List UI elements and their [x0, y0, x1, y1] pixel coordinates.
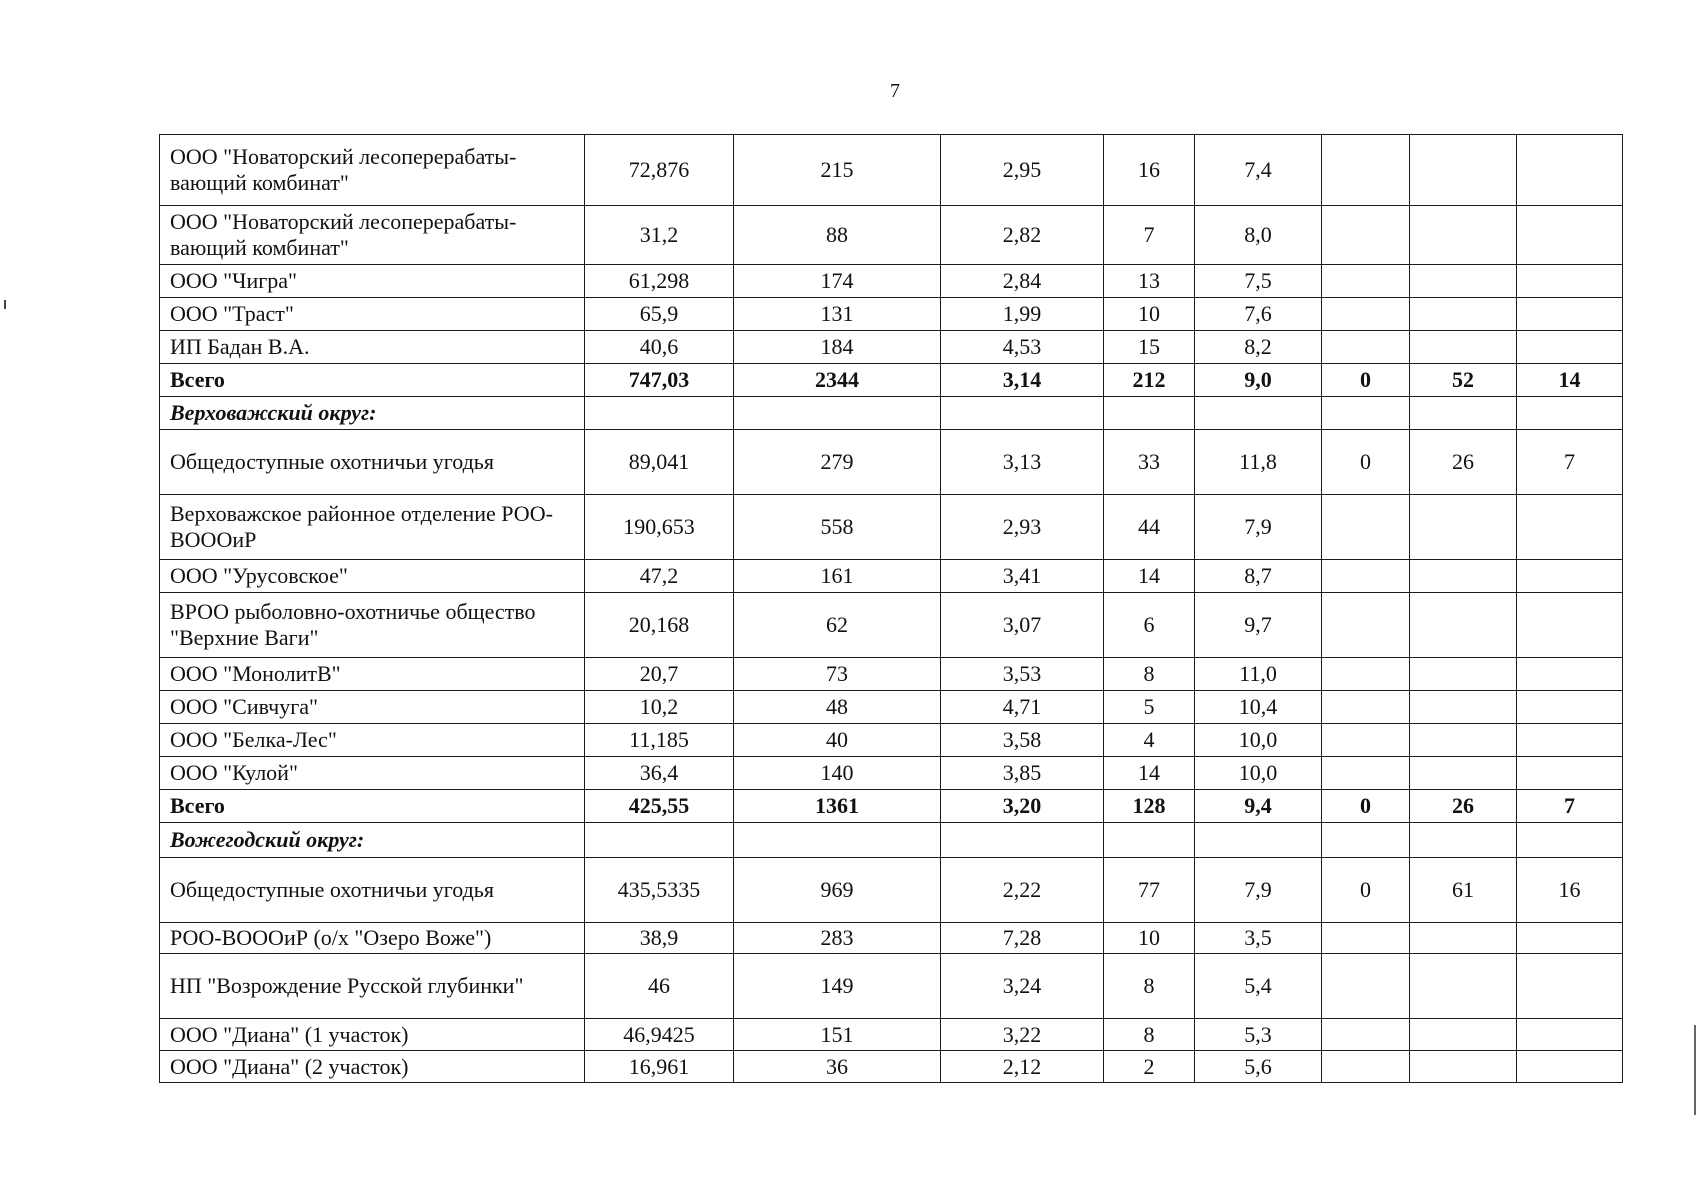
value-cell: 20,168: [585, 593, 734, 658]
value-cell: [1410, 1051, 1517, 1083]
value-cell: 7: [1517, 430, 1623, 495]
value-cell: 2: [1104, 1051, 1195, 1083]
section-header-row: [160, 397, 1623, 430]
value-cell: [585, 823, 734, 858]
value-cell: [1322, 1051, 1410, 1083]
value-cell: [1195, 397, 1322, 430]
value-cell: 2,12: [941, 1051, 1104, 1083]
value-cell: 969: [734, 858, 941, 923]
value-cell: 5,6: [1195, 1051, 1322, 1083]
organization-name-cell: Всего: [160, 790, 585, 823]
value-cell: [1322, 658, 1410, 691]
table-row: [160, 954, 1623, 1019]
value-cell: 3,5: [1195, 923, 1322, 954]
value-cell: 7,28: [941, 923, 1104, 954]
value-cell: 1361: [734, 790, 941, 823]
value-cell: 14: [1104, 560, 1195, 593]
value-cell: 72,876: [585, 135, 734, 206]
value-cell: [734, 823, 941, 858]
table-row: [160, 858, 1623, 923]
organization-name-cell: ООО "Белка-Лес": [160, 724, 585, 757]
value-cell: [1322, 298, 1410, 331]
table-row: [160, 265, 1623, 298]
value-cell: [1322, 593, 1410, 658]
value-cell: [1410, 1019, 1517, 1051]
value-cell: 279: [734, 430, 941, 495]
value-cell: 33: [1104, 430, 1195, 495]
organization-name-cell: ООО "МонолитВ": [160, 658, 585, 691]
organization-name-cell: ООО "Диана" (1 участок): [160, 1019, 585, 1051]
value-cell: [1104, 823, 1195, 858]
value-cell: 3,85: [941, 757, 1104, 790]
value-cell: [1195, 823, 1322, 858]
value-cell: [1410, 757, 1517, 790]
value-cell: 128: [1104, 790, 1195, 823]
value-cell: 9,4: [1195, 790, 1322, 823]
value-cell: 3,58: [941, 724, 1104, 757]
value-cell: [1517, 691, 1623, 724]
value-cell: [1322, 265, 1410, 298]
value-cell: [1410, 691, 1517, 724]
value-cell: 7: [1104, 206, 1195, 265]
table-row: [160, 593, 1623, 658]
value-cell: [1322, 923, 1410, 954]
value-cell: 36,4: [585, 757, 734, 790]
value-cell: [1322, 495, 1410, 560]
value-cell: 3,13: [941, 430, 1104, 495]
table-row: [160, 298, 1623, 331]
value-cell: 11,8: [1195, 430, 1322, 495]
value-cell: 20,7: [585, 658, 734, 691]
value-cell: 10,2: [585, 691, 734, 724]
section-title-cell: Верховажский округ:: [160, 397, 585, 430]
value-cell: [1517, 757, 1623, 790]
value-cell: 149: [734, 954, 941, 1019]
value-cell: [941, 823, 1104, 858]
value-cell: 8,0: [1195, 206, 1322, 265]
value-cell: 190,653: [585, 495, 734, 560]
value-cell: [1517, 495, 1623, 560]
value-cell: 7,5: [1195, 265, 1322, 298]
value-cell: 212: [1104, 364, 1195, 397]
value-cell: 7,9: [1195, 858, 1322, 923]
value-cell: 3,53: [941, 658, 1104, 691]
hunting-grounds-table: [159, 134, 1623, 1083]
value-cell: 26: [1410, 430, 1517, 495]
table-body: [160, 135, 1623, 1083]
value-cell: 7: [1517, 790, 1623, 823]
value-cell: 44: [1104, 495, 1195, 560]
value-cell: [1410, 298, 1517, 331]
value-cell: [1517, 1019, 1623, 1051]
value-cell: [1410, 724, 1517, 757]
value-cell: [1410, 954, 1517, 1019]
value-cell: 8: [1104, 954, 1195, 1019]
value-cell: 11,185: [585, 724, 734, 757]
value-cell: 1,99: [941, 298, 1104, 331]
value-cell: 9,0: [1195, 364, 1322, 397]
value-cell: 10,0: [1195, 757, 1322, 790]
value-cell: 61,298: [585, 265, 734, 298]
value-cell: 15: [1104, 331, 1195, 364]
table-row: [160, 724, 1623, 757]
organization-name-cell: НП "Возрождение Русской глубинки": [160, 954, 585, 1019]
value-cell: [585, 397, 734, 430]
value-cell: 26: [1410, 790, 1517, 823]
value-cell: 215: [734, 135, 941, 206]
value-cell: 140: [734, 757, 941, 790]
value-cell: [1410, 560, 1517, 593]
organization-name-cell: ООО "Траст": [160, 298, 585, 331]
value-cell: 3,41: [941, 560, 1104, 593]
value-cell: 61: [1410, 858, 1517, 923]
value-cell: [1517, 593, 1623, 658]
organization-name-cell: РОО-ВОООиР (о/х "Озеро Воже"): [160, 923, 585, 954]
value-cell: 4,53: [941, 331, 1104, 364]
value-cell: 0: [1322, 858, 1410, 923]
value-cell: 747,03: [585, 364, 734, 397]
value-cell: 2,82: [941, 206, 1104, 265]
value-cell: [941, 397, 1104, 430]
total-row: [160, 790, 1623, 823]
organization-name-cell: ООО "Чигра": [160, 265, 585, 298]
table-row: [160, 658, 1623, 691]
value-cell: 46: [585, 954, 734, 1019]
value-cell: [1322, 1019, 1410, 1051]
value-cell: 7,9: [1195, 495, 1322, 560]
value-cell: 425,55: [585, 790, 734, 823]
value-cell: 10: [1104, 923, 1195, 954]
value-cell: 7,4: [1195, 135, 1322, 206]
value-cell: [1517, 298, 1623, 331]
value-cell: [1410, 397, 1517, 430]
value-cell: 131: [734, 298, 941, 331]
value-cell: 46,9425: [585, 1019, 734, 1051]
value-cell: 10,0: [1195, 724, 1322, 757]
value-cell: 14: [1517, 364, 1623, 397]
value-cell: [1517, 135, 1623, 206]
value-cell: 16: [1104, 135, 1195, 206]
value-cell: [1410, 593, 1517, 658]
value-cell: 77: [1104, 858, 1195, 923]
table-row: [160, 495, 1623, 560]
total-row: [160, 364, 1623, 397]
value-cell: [1410, 265, 1517, 298]
value-cell: 3,07: [941, 593, 1104, 658]
value-cell: 13: [1104, 265, 1195, 298]
value-cell: [1322, 331, 1410, 364]
table-row: [160, 430, 1623, 495]
organization-name-cell: Общедоступные охотничьи угодья: [160, 430, 585, 495]
organization-name-cell: ООО "Урусовское": [160, 560, 585, 593]
table-row: [160, 1051, 1623, 1083]
value-cell: [1322, 724, 1410, 757]
scan-mark-left: [4, 300, 6, 309]
table-row: [160, 331, 1623, 364]
value-cell: [1322, 397, 1410, 430]
value-cell: 283: [734, 923, 941, 954]
value-cell: 47,2: [585, 560, 734, 593]
value-cell: 73: [734, 658, 941, 691]
value-cell: 8,2: [1195, 331, 1322, 364]
value-cell: [1410, 923, 1517, 954]
value-cell: 558: [734, 495, 941, 560]
value-cell: 38,9: [585, 923, 734, 954]
value-cell: 88: [734, 206, 941, 265]
value-cell: [1410, 658, 1517, 691]
value-cell: 16,961: [585, 1051, 734, 1083]
value-cell: 4: [1104, 724, 1195, 757]
value-cell: [1517, 658, 1623, 691]
value-cell: 3,14: [941, 364, 1104, 397]
value-cell: [1517, 206, 1623, 265]
table-row: [160, 923, 1623, 954]
value-cell: 52: [1410, 364, 1517, 397]
value-cell: 8: [1104, 658, 1195, 691]
value-cell: [1322, 823, 1410, 858]
value-cell: 16: [1517, 858, 1623, 923]
value-cell: [1517, 1051, 1623, 1083]
organization-name-cell: ООО "Новаторский лесоперерабаты-вающий комбинат": [160, 206, 585, 265]
value-cell: 89,041: [585, 430, 734, 495]
value-cell: 7,6: [1195, 298, 1322, 331]
value-cell: [734, 397, 941, 430]
value-cell: 2,22: [941, 858, 1104, 923]
organization-name-cell: ООО "Новаторский лесоперерабаты-вающий комбинат": [160, 135, 585, 206]
table-row: [160, 757, 1623, 790]
page-number: 7: [890, 80, 900, 102]
value-cell: 65,9: [585, 298, 734, 331]
value-cell: [1517, 923, 1623, 954]
value-cell: 62: [734, 593, 941, 658]
value-cell: [1517, 331, 1623, 364]
table-row: [160, 691, 1623, 724]
table-row: [160, 135, 1623, 206]
value-cell: [1517, 397, 1623, 430]
value-cell: [1410, 206, 1517, 265]
value-cell: [1517, 560, 1623, 593]
value-cell: [1322, 135, 1410, 206]
scan-mark-right: [1694, 1025, 1696, 1115]
value-cell: 48: [734, 691, 941, 724]
value-cell: [1322, 757, 1410, 790]
value-cell: 8: [1104, 1019, 1195, 1051]
organization-name-cell: Всего: [160, 364, 585, 397]
value-cell: [1410, 823, 1517, 858]
organization-name-cell: Общедоступные охотничьи угодья: [160, 858, 585, 923]
organization-name-cell: ВРОО рыболовно-охотничье общество "Верхние Ваги": [160, 593, 585, 658]
value-cell: 5,3: [1195, 1019, 1322, 1051]
value-cell: 435,5335: [585, 858, 734, 923]
section-title-cell: Вожегодский округ:: [160, 823, 585, 858]
value-cell: 4,71: [941, 691, 1104, 724]
value-cell: 174: [734, 265, 941, 298]
value-cell: 3,24: [941, 954, 1104, 1019]
value-cell: [1410, 331, 1517, 364]
value-cell: 6: [1104, 593, 1195, 658]
value-cell: 36: [734, 1051, 941, 1083]
value-cell: 2,84: [941, 265, 1104, 298]
value-cell: 3,22: [941, 1019, 1104, 1051]
organization-name-cell: Верховажское районное отделение РОО-ВОООиР: [160, 495, 585, 560]
value-cell: 31,2: [585, 206, 734, 265]
table-row: [160, 560, 1623, 593]
value-cell: [1517, 823, 1623, 858]
value-cell: 2,95: [941, 135, 1104, 206]
table-row: [160, 206, 1623, 265]
value-cell: 0: [1322, 790, 1410, 823]
value-cell: 11,0: [1195, 658, 1322, 691]
organization-name-cell: ООО "Диана" (2 участок): [160, 1051, 585, 1083]
value-cell: 151: [734, 1019, 941, 1051]
value-cell: 2,93: [941, 495, 1104, 560]
value-cell: [1322, 954, 1410, 1019]
value-cell: [1322, 560, 1410, 593]
value-cell: [1410, 135, 1517, 206]
table-row: [160, 1019, 1623, 1051]
value-cell: 14: [1104, 757, 1195, 790]
value-cell: 161: [734, 560, 941, 593]
value-cell: 8,7: [1195, 560, 1322, 593]
organization-name-cell: ООО "Кулой": [160, 757, 585, 790]
value-cell: [1517, 724, 1623, 757]
value-cell: 5,4: [1195, 954, 1322, 1019]
value-cell: 0: [1322, 364, 1410, 397]
value-cell: 9,7: [1195, 593, 1322, 658]
value-cell: [1104, 397, 1195, 430]
value-cell: 0: [1322, 430, 1410, 495]
organization-name-cell: ООО "Сивчуга": [160, 691, 585, 724]
value-cell: [1517, 954, 1623, 1019]
value-cell: 40,6: [585, 331, 734, 364]
section-header-row: [160, 823, 1623, 858]
value-cell: 5: [1104, 691, 1195, 724]
value-cell: 10: [1104, 298, 1195, 331]
value-cell: [1322, 206, 1410, 265]
organization-name-cell: ИП Бадан В.А.: [160, 331, 585, 364]
value-cell: [1517, 265, 1623, 298]
value-cell: 184: [734, 331, 941, 364]
value-cell: 40: [734, 724, 941, 757]
value-cell: [1322, 691, 1410, 724]
value-cell: 2344: [734, 364, 941, 397]
value-cell: [1410, 495, 1517, 560]
value-cell: 3,20: [941, 790, 1104, 823]
value-cell: 10,4: [1195, 691, 1322, 724]
